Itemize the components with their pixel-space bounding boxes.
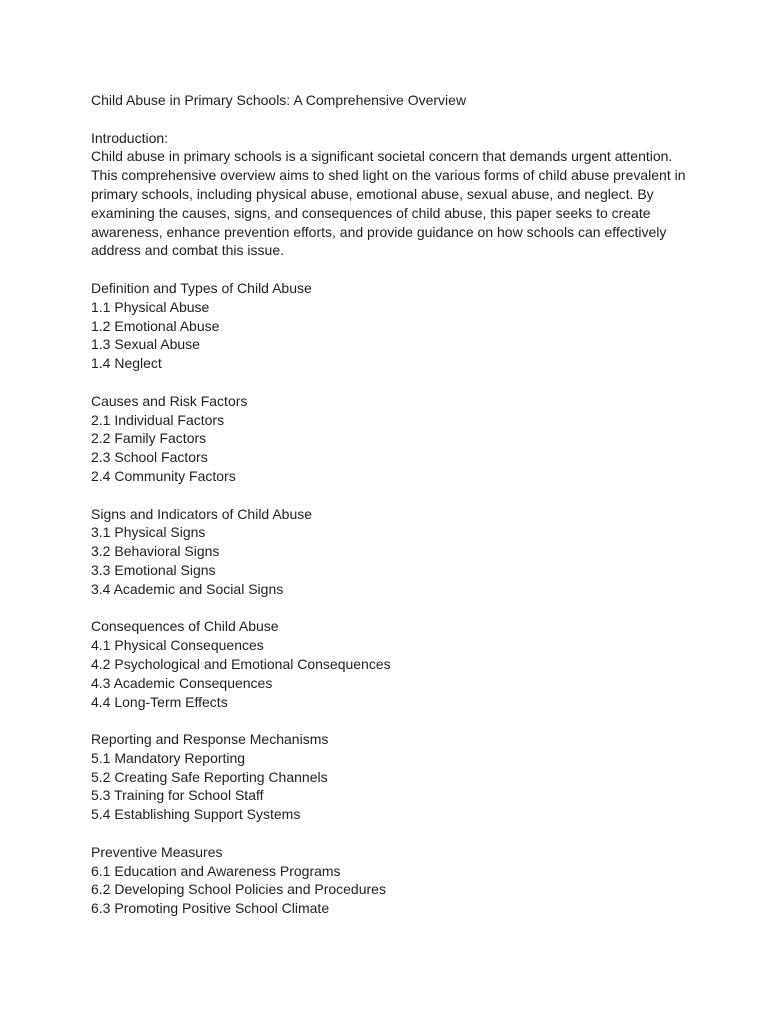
section-item: 5.1 Mandatory Reporting: [91, 749, 246, 766]
section-item: 2.4 Community Factors: [91, 467, 236, 484]
section-item: 5.2 Creating Safe Reporting Channels: [91, 768, 328, 785]
intro-line: address and combat this issue.: [91, 242, 284, 259]
section-item: 3.3 Emotional Signs: [91, 561, 216, 578]
section-item: 4.4 Long-Term Effects: [91, 693, 228, 710]
spacer: [91, 824, 691, 843]
intro-line: awareness, enhance prevention efforts, and provide guidance on how schools can effectively: [91, 223, 667, 240]
outline-section: [91, 617, 691, 730]
outline-sections: [91, 279, 691, 918]
section-item: 3.4 Academic and Social Signs: [91, 580, 284, 597]
spacer: [91, 599, 691, 618]
section-item: 2.1 Individual Factors: [91, 411, 225, 428]
outline-section: [91, 279, 691, 392]
section-item: 1.4 Neglect: [91, 355, 162, 372]
spacer: [91, 260, 691, 279]
spacer: [91, 373, 691, 392]
section-item: 4.3 Academic Consequences: [91, 674, 273, 691]
intro-line: primary schools, including physical abuse, emotional abuse, sexual abuse, and neglect. By: [91, 185, 654, 202]
spacer: [91, 711, 691, 730]
section-item: 4.1 Physical Consequences: [91, 637, 264, 654]
outline-section: [91, 730, 691, 843]
section-item: 2.3 School Factors: [91, 449, 208, 466]
section-heading: Signs and Indicators of Child Abuse: [91, 505, 313, 522]
section-item: 6.3 Promoting Positive School Climate: [91, 900, 330, 917]
section-item: 1.3 Sexual Abuse: [91, 336, 200, 353]
section-heading: Definition and Types of Child Abuse: [91, 279, 312, 296]
document-title: Child Abuse in Primary Schools: A Comprehensive Overview: [91, 92, 467, 108]
section-item: 4.2 Psychological and Emotional Consequences: [91, 655, 391, 672]
outline-section: [91, 843, 691, 918]
section-item: 5.3 Training for School Staff: [91, 787, 264, 804]
document-body: [91, 91, 691, 918]
spacer: [91, 110, 691, 129]
intro-line: This comprehensive overview aims to shed light on the various forms of child abuse prevalent in: [91, 167, 686, 184]
section-item: 2.2 Family Factors: [91, 430, 207, 447]
outline-section: [91, 505, 691, 618]
section-item: 3.1 Physical Signs: [91, 524, 206, 541]
section-item: 3.2 Behavioral Signs: [91, 543, 220, 560]
section-item: 1.1 Physical Abuse: [91, 298, 210, 315]
section-item: 5.4 Establishing Support Systems: [91, 806, 301, 823]
section-heading: Preventive Measures: [91, 843, 223, 860]
intro-line: examining the causes, signs, and consequences of child abuse, this paper seeks to create: [91, 204, 651, 221]
intro-heading: Introduction:: [91, 129, 169, 146]
section-heading: Causes and Risk Factors: [91, 392, 248, 409]
section-item: 6.1 Education and Awareness Programs: [91, 862, 341, 879]
section-item: 6.2 Developing School Policies and Procedures: [91, 881, 386, 898]
outline-section: [91, 392, 691, 505]
spacer: [91, 486, 691, 505]
section-heading: Reporting and Response Mechanisms: [91, 731, 329, 748]
section-item: 1.2 Emotional Abuse: [91, 317, 220, 334]
section-heading: Consequences of Child Abuse: [91, 618, 279, 635]
intro-line: Child abuse in primary schools is a significant societal concern that demands urgent attention.: [91, 148, 673, 165]
